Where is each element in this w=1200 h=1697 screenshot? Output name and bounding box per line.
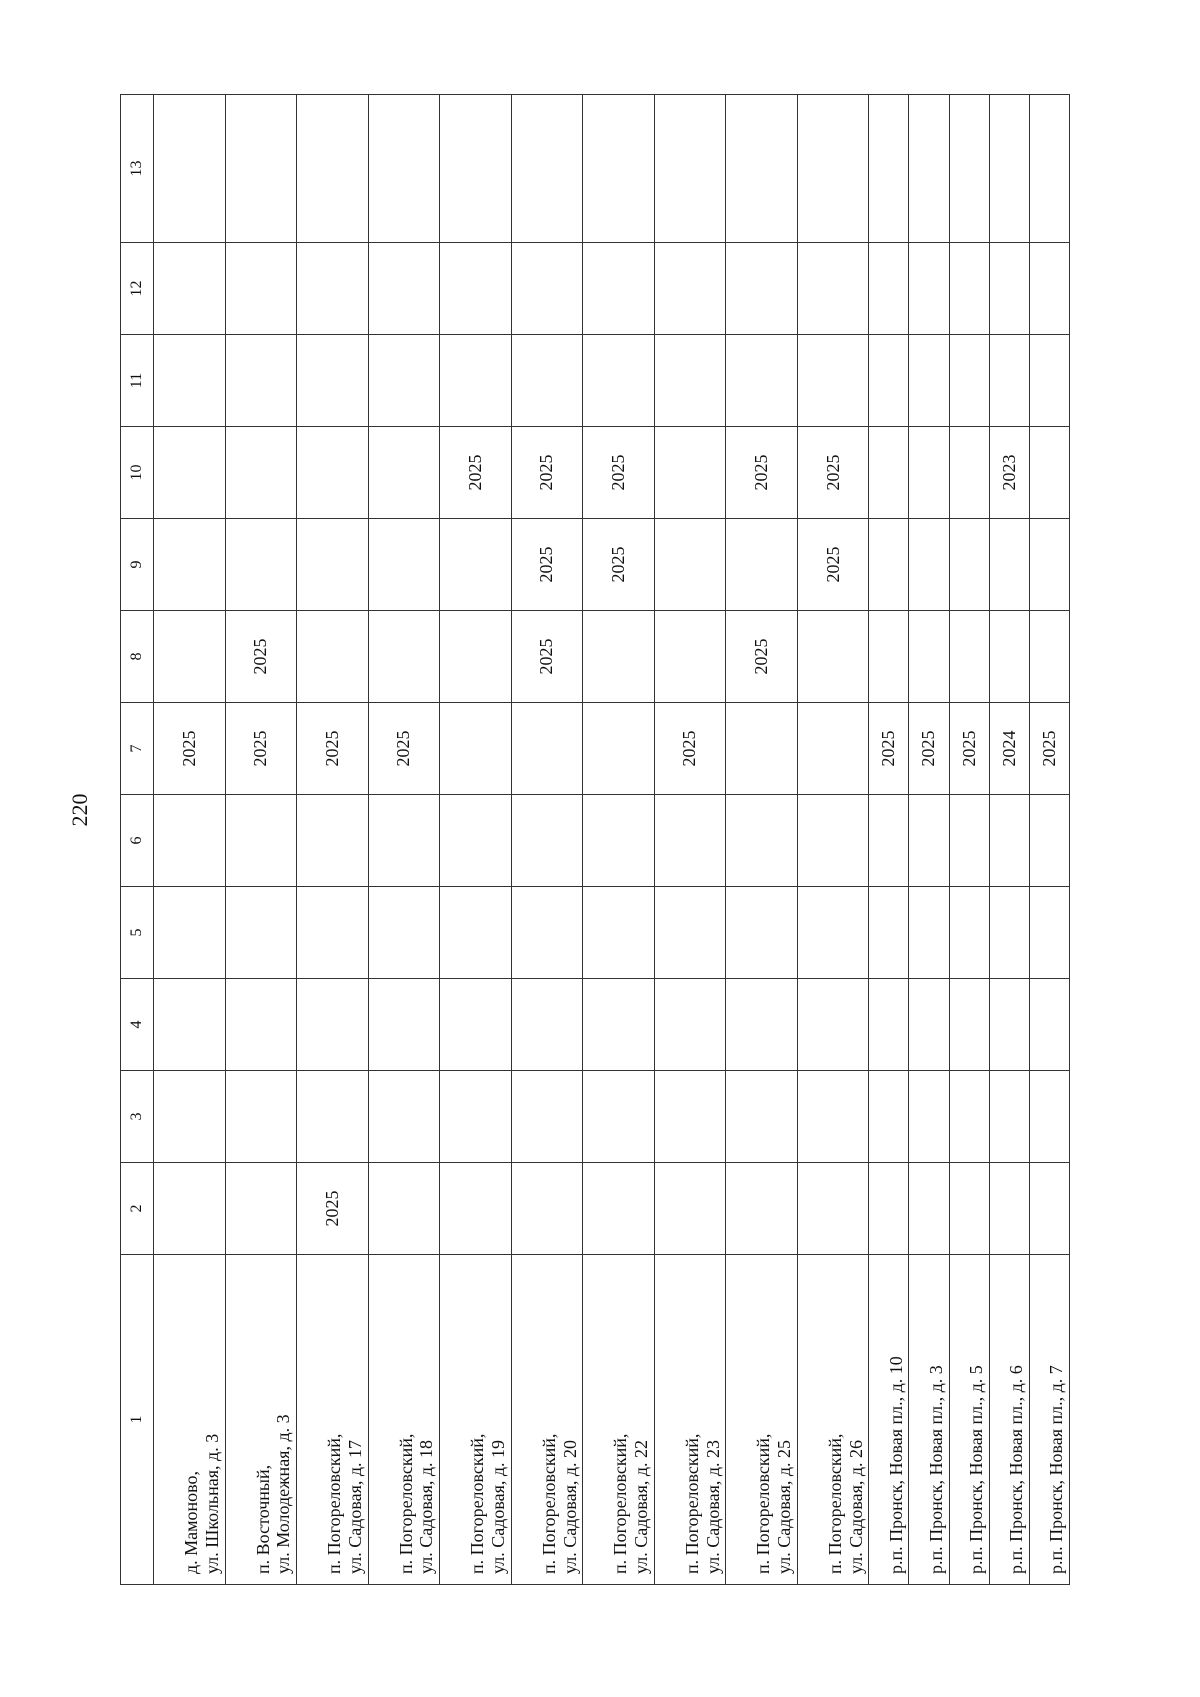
year-cell — [440, 795, 512, 887]
address-cell — [368, 1255, 440, 1585]
year-cell — [297, 795, 369, 887]
year-cell — [440, 611, 512, 703]
year-cell — [949, 335, 989, 427]
address-line: п. Погореловский, — [538, 1433, 559, 1574]
year-cell — [368, 335, 440, 427]
address-line: р.п. Пронск, Новая пл., д. 10 — [885, 1356, 906, 1574]
table-row — [909, 95, 949, 1585]
year-cell — [949, 611, 989, 703]
year-cell — [1029, 335, 1069, 427]
year-cell — [1029, 1163, 1069, 1255]
year-cell — [949, 519, 989, 611]
year-cell — [909, 1163, 949, 1255]
year-cell — [440, 519, 512, 611]
year-cell — [949, 95, 989, 243]
address-line: п. Погореловский, — [610, 1433, 631, 1574]
year-cell — [297, 427, 369, 519]
address-cell — [909, 1255, 949, 1585]
address-cell — [869, 1255, 909, 1585]
year-cell — [869, 243, 909, 335]
year-cell — [949, 427, 989, 519]
table-row — [511, 95, 583, 1585]
year-cell — [869, 335, 909, 427]
year-cell — [654, 243, 726, 335]
year-cell — [440, 1163, 512, 1255]
year-cell: 2025 — [511, 611, 583, 703]
year-cell: 2025 — [297, 703, 369, 795]
year-cell — [949, 979, 989, 1071]
year-cell — [909, 795, 949, 887]
column-header: 2 — [121, 1163, 154, 1255]
year-cell: 2025 — [797, 427, 869, 519]
column-header: 5 — [121, 887, 154, 979]
year-cell — [797, 979, 869, 1071]
year-cell: 2025 — [154, 703, 226, 795]
address-line: п. Погореловский, — [681, 1433, 702, 1574]
address-line: п. Погореловский, — [753, 1433, 774, 1574]
year-cell: 2025 — [297, 1163, 369, 1255]
year-cell — [989, 335, 1029, 427]
address-line: п. Погореловский, — [395, 1433, 416, 1574]
year-cell — [297, 611, 369, 703]
year-cell — [869, 979, 909, 1071]
year-cell — [368, 95, 440, 243]
year-cell — [797, 1163, 869, 1255]
year-cell — [654, 887, 726, 979]
year-cell — [726, 703, 798, 795]
year-cell — [869, 795, 909, 887]
address-cell — [583, 1255, 655, 1585]
address-line: п. Погореловский, — [467, 1433, 488, 1574]
year-cell — [909, 887, 949, 979]
year-cell — [909, 611, 949, 703]
year-cell — [368, 611, 440, 703]
year-cell — [154, 979, 226, 1071]
year-cell — [583, 703, 655, 795]
year-cell — [440, 703, 512, 795]
year-cell — [989, 979, 1029, 1071]
year-cell — [989, 611, 1029, 703]
address-cell — [797, 1255, 869, 1585]
year-cell: 2025 — [368, 703, 440, 795]
table-row — [583, 95, 655, 1585]
year-cell — [154, 1071, 226, 1163]
year-cell — [511, 243, 583, 335]
address-line: ул. Садовая, д. 26 — [845, 1439, 866, 1574]
year-cell — [869, 611, 909, 703]
data-table — [120, 94, 1070, 1585]
year-cell — [949, 795, 989, 887]
year-cell — [583, 1071, 655, 1163]
year-cell: 2023 — [989, 427, 1029, 519]
table-row — [989, 95, 1029, 1585]
year-cell: 2025 — [654, 703, 726, 795]
year-cell — [1029, 887, 1069, 979]
address-line: ул. Молодежная, д. 3 — [273, 1414, 294, 1574]
year-cell — [797, 887, 869, 979]
address-line: р.п. Пронск, Новая пл., д. 6 — [1006, 1365, 1027, 1574]
address-cell — [1029, 1255, 1069, 1585]
year-cell — [154, 1163, 226, 1255]
year-cell — [654, 335, 726, 427]
year-cell — [949, 887, 989, 979]
year-cell — [225, 1071, 297, 1163]
year-cell — [154, 519, 226, 611]
year-cell — [909, 427, 949, 519]
year-cell — [511, 1163, 583, 1255]
year-cell: 2025 — [797, 519, 869, 611]
column-header: 3 — [121, 1071, 154, 1163]
table-row — [1029, 95, 1069, 1585]
address-cell — [654, 1255, 726, 1585]
year-cell — [297, 979, 369, 1071]
year-cell — [797, 1071, 869, 1163]
table-row — [726, 95, 798, 1585]
year-cell — [726, 1071, 798, 1163]
column-header: 12 — [121, 243, 154, 335]
year-cell — [1029, 795, 1069, 887]
table-row — [869, 95, 909, 1585]
address-line: р.п. Пронск, Новая пл., д. 7 — [1046, 1365, 1067, 1574]
year-cell — [726, 335, 798, 427]
year-cell — [225, 335, 297, 427]
column-header: 10 — [121, 427, 154, 519]
year-cell — [440, 95, 512, 243]
year-cell — [654, 427, 726, 519]
year-cell — [989, 519, 1029, 611]
year-cell — [1029, 1071, 1069, 1163]
year-cell — [1029, 95, 1069, 243]
table-body — [154, 95, 1070, 1585]
year-cell — [654, 1163, 726, 1255]
year-cell — [225, 519, 297, 611]
column-header: 11 — [121, 335, 154, 427]
year-cell — [869, 427, 909, 519]
year-cell — [654, 795, 726, 887]
year-cell — [726, 95, 798, 243]
year-cell — [511, 335, 583, 427]
year-cell — [154, 427, 226, 519]
address-line: ул. Садовая, д. 22 — [631, 1439, 652, 1574]
year-cell: 2025 — [511, 427, 583, 519]
column-header: 6 — [121, 795, 154, 887]
year-cell — [909, 243, 949, 335]
address-line: ул. Садовая, д. 25 — [774, 1439, 795, 1574]
year-cell — [225, 427, 297, 519]
year-cell — [949, 1071, 989, 1163]
year-cell — [989, 795, 1029, 887]
address-line: ул. Садовая, д. 19 — [487, 1439, 508, 1574]
address-line: ул. Садовая, д. 23 — [702, 1439, 723, 1574]
year-cell — [297, 243, 369, 335]
year-cell — [583, 335, 655, 427]
year-cell — [909, 95, 949, 243]
year-cell — [297, 1071, 369, 1163]
year-cell: 2025 — [225, 703, 297, 795]
address-line: ул. Школьная, д. 3 — [201, 1433, 222, 1574]
page-number-text: 220 — [67, 793, 92, 827]
table-row — [654, 95, 726, 1585]
table-row — [154, 95, 226, 1585]
year-cell — [297, 335, 369, 427]
year-cell — [368, 887, 440, 979]
year-cell: 2025 — [726, 611, 798, 703]
year-cell — [797, 335, 869, 427]
year-cell: 2025 — [909, 703, 949, 795]
year-cell: 2025 — [949, 703, 989, 795]
year-cell: 2025 — [1029, 703, 1069, 795]
year-cell — [909, 519, 949, 611]
year-cell — [368, 1163, 440, 1255]
year-cell — [511, 887, 583, 979]
column-header: 4 — [121, 979, 154, 1071]
year-cell — [511, 1071, 583, 1163]
year-cell — [154, 611, 226, 703]
year-cell — [726, 887, 798, 979]
year-cell — [654, 1071, 726, 1163]
table-row — [225, 95, 297, 1585]
address-cell — [225, 1255, 297, 1585]
year-cell: 2025 — [440, 427, 512, 519]
year-cell — [654, 519, 726, 611]
year-cell — [726, 243, 798, 335]
year-cell — [1029, 979, 1069, 1071]
year-cell: 2025 — [583, 519, 655, 611]
address-line: ул. Садовая, д. 20 — [559, 1439, 580, 1574]
year-cell — [440, 979, 512, 1071]
year-cell — [989, 1071, 1029, 1163]
year-cell — [154, 243, 226, 335]
year-cell — [1029, 611, 1069, 703]
year-cell — [909, 1071, 949, 1163]
address-line: р.п. Пронск, Новая пл., д. 5 — [965, 1365, 986, 1574]
year-cell — [440, 887, 512, 979]
address-line: п. Восточный, — [252, 1464, 273, 1574]
address-cell — [297, 1255, 369, 1585]
year-cell — [654, 95, 726, 243]
year-cell — [583, 979, 655, 1071]
year-cell — [869, 95, 909, 243]
table-row — [440, 95, 512, 1585]
year-cell — [225, 979, 297, 1071]
year-cell — [511, 979, 583, 1071]
year-cell — [869, 887, 909, 979]
year-cell — [726, 519, 798, 611]
year-cell — [869, 1163, 909, 1255]
address-line: п. Погореловский, — [324, 1433, 345, 1574]
year-cell: 2025 — [225, 611, 297, 703]
year-cell — [297, 887, 369, 979]
year-cell: 2025 — [869, 703, 909, 795]
year-cell — [368, 979, 440, 1071]
year-cell — [1029, 243, 1069, 335]
table-row — [797, 95, 869, 1585]
year-cell — [583, 1163, 655, 1255]
year-cell — [368, 1071, 440, 1163]
year-cell — [869, 1071, 909, 1163]
year-cell — [989, 887, 1029, 979]
address-cell — [511, 1255, 583, 1585]
year-cell — [797, 95, 869, 243]
year-cell — [797, 795, 869, 887]
year-cell — [949, 243, 989, 335]
address-line: п. Погореловский, — [824, 1433, 845, 1574]
year-cell — [154, 795, 226, 887]
table-row — [949, 95, 989, 1585]
year-cell: 2025 — [511, 519, 583, 611]
year-cell — [368, 795, 440, 887]
year-cell — [440, 1071, 512, 1163]
year-cell — [225, 243, 297, 335]
address-cell — [440, 1255, 512, 1585]
year-cell — [989, 95, 1029, 243]
year-cell — [797, 703, 869, 795]
table-row — [297, 95, 369, 1585]
year-cell — [225, 887, 297, 979]
year-cell — [1029, 427, 1069, 519]
year-cell — [726, 1163, 798, 1255]
year-cell — [368, 519, 440, 611]
column-header: 7 — [121, 703, 154, 795]
year-cell — [368, 243, 440, 335]
address-cell — [989, 1255, 1029, 1585]
table-row — [368, 95, 440, 1585]
column-header: 8 — [121, 611, 154, 703]
year-cell — [154, 95, 226, 243]
year-cell — [154, 887, 226, 979]
column-header: 9 — [121, 519, 154, 611]
address-line: ул. Садовая, д. 17 — [344, 1439, 365, 1574]
address-cell — [726, 1255, 798, 1585]
year-cell — [583, 95, 655, 243]
table-header-row — [121, 95, 154, 1585]
year-cell — [726, 795, 798, 887]
year-cell: 2024 — [989, 703, 1029, 795]
year-cell — [225, 795, 297, 887]
year-cell — [909, 335, 949, 427]
year-cell — [297, 519, 369, 611]
year-cell — [654, 611, 726, 703]
address-cell — [154, 1255, 226, 1585]
year-cell — [797, 611, 869, 703]
address-line: р.п. Пронск, Новая пл., д. 3 — [925, 1365, 946, 1574]
year-cell — [225, 95, 297, 243]
year-cell — [511, 95, 583, 243]
year-cell — [1029, 519, 1069, 611]
year-cell — [583, 243, 655, 335]
rotated-table-container — [120, 105, 1070, 1585]
year-cell — [440, 335, 512, 427]
year-cell — [440, 243, 512, 335]
year-cell — [225, 1163, 297, 1255]
year-cell — [797, 243, 869, 335]
year-cell — [909, 979, 949, 1071]
year-cell — [511, 795, 583, 887]
year-cell — [869, 519, 909, 611]
year-cell — [989, 243, 1029, 335]
year-cell: 2025 — [583, 427, 655, 519]
year-cell — [989, 1163, 1029, 1255]
year-cell — [583, 887, 655, 979]
year-cell — [297, 95, 369, 243]
year-cell — [154, 335, 226, 427]
year-cell — [511, 703, 583, 795]
address-line: ул. Садовая, д. 18 — [416, 1439, 437, 1574]
year-cell — [583, 611, 655, 703]
year-cell: 2025 — [726, 427, 798, 519]
year-cell — [368, 427, 440, 519]
year-cell — [583, 795, 655, 887]
column-header: 13 — [121, 95, 154, 243]
year-cell — [726, 979, 798, 1071]
year-cell — [949, 1163, 989, 1255]
column-header: 1 — [121, 1255, 154, 1585]
address-line: д. Мамоново, — [181, 1470, 202, 1574]
address-cell — [949, 1255, 989, 1585]
year-cell — [654, 979, 726, 1071]
